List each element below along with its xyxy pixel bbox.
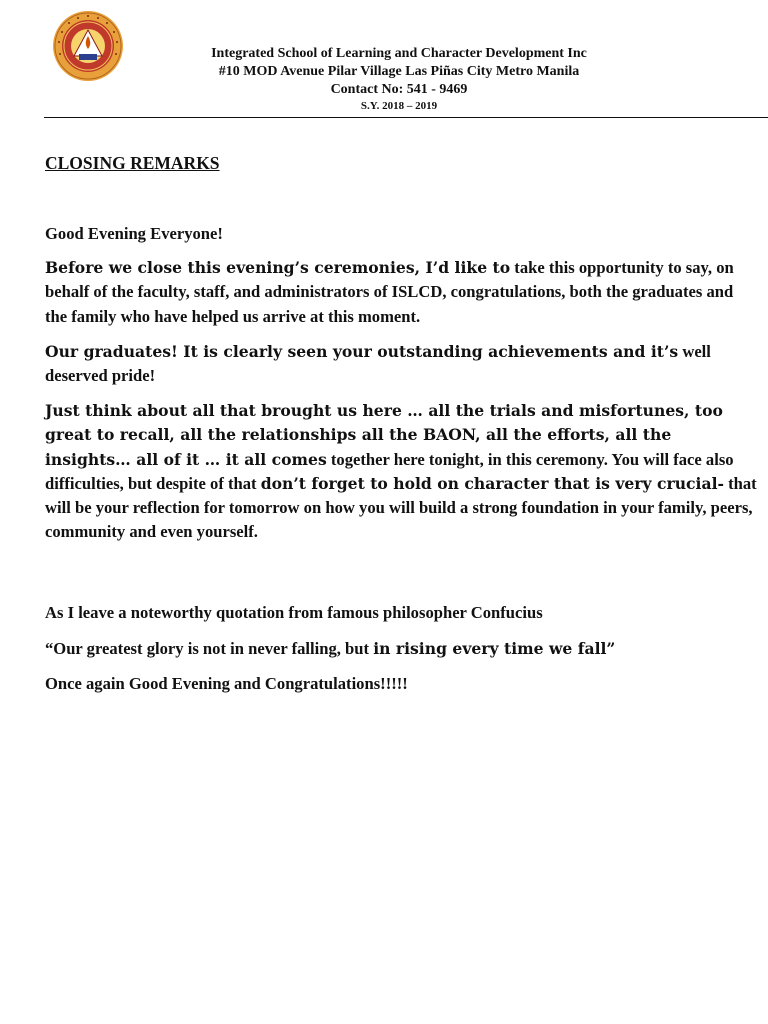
quotation-start: “Our greatest glory is not in never falling, but xyxy=(45,638,374,658)
paragraph-3-emphasis: don’t forget to hold on character that is very crucial- xyxy=(260,473,724,493)
closing-line: Once again Good Evening and Congratulations!!!!! xyxy=(45,673,408,693)
paragraph-2 xyxy=(45,340,757,388)
greeting: Good Evening Everyone! xyxy=(45,224,223,243)
header-divider xyxy=(44,117,768,118)
paragraph-3-lead: Just think about all that brought us here … all the trials and misfortunes, too great to recall, all the relationships all the BAON, all the efforts, all the insights… all of it … it all comes xyxy=(45,401,723,469)
school-address: #10 MOD Avenue Pilar Village Las Piñas City Metro Manila xyxy=(218,64,580,79)
quote-intro: As I leave a noteworthy quotation from famous philosopher Confucius xyxy=(45,603,543,623)
paragraph-3-end: that will be your reflection for tomorrow on how you will build a strong foundation in your family, peers, community and even yourself. xyxy=(45,473,757,542)
paragraph-2-rest: well deserved pride! xyxy=(45,341,711,386)
school-contact: Contact No: 541 - 9469 xyxy=(330,82,468,97)
quotation-end: in rising every time we fall” xyxy=(373,638,616,658)
paragraph-3 xyxy=(45,399,757,544)
paragraph-2-lead: Our graduates! It is clearly seen your outstanding achievements and it’s xyxy=(45,341,679,361)
quotation xyxy=(45,637,757,661)
paragraph-1-lead: Before we close this evening’s ceremonies, I’d like to xyxy=(45,258,511,278)
paragraph-1 xyxy=(45,256,757,329)
paragraph-1-rest: take this opportunity to say, on behalf of the faculty, staff, and administrators of ISLCD, congratulations, both the graduates and the family who have helped us arrive at this moment. xyxy=(45,258,734,326)
letterhead-text-block xyxy=(44,30,768,118)
paragraph-spacer xyxy=(45,555,757,601)
school-name: Integrated School of Learning and Character Development Inc xyxy=(211,46,587,61)
document-body xyxy=(45,150,757,707)
document-title: CLOSING REMARKS xyxy=(45,153,220,173)
school-year: S.Y. 2018 – 2019 xyxy=(360,100,438,112)
paragraph-3-middle: together here tonight, in this ceremony. You will face also difficulties, but despite of that xyxy=(45,449,734,493)
